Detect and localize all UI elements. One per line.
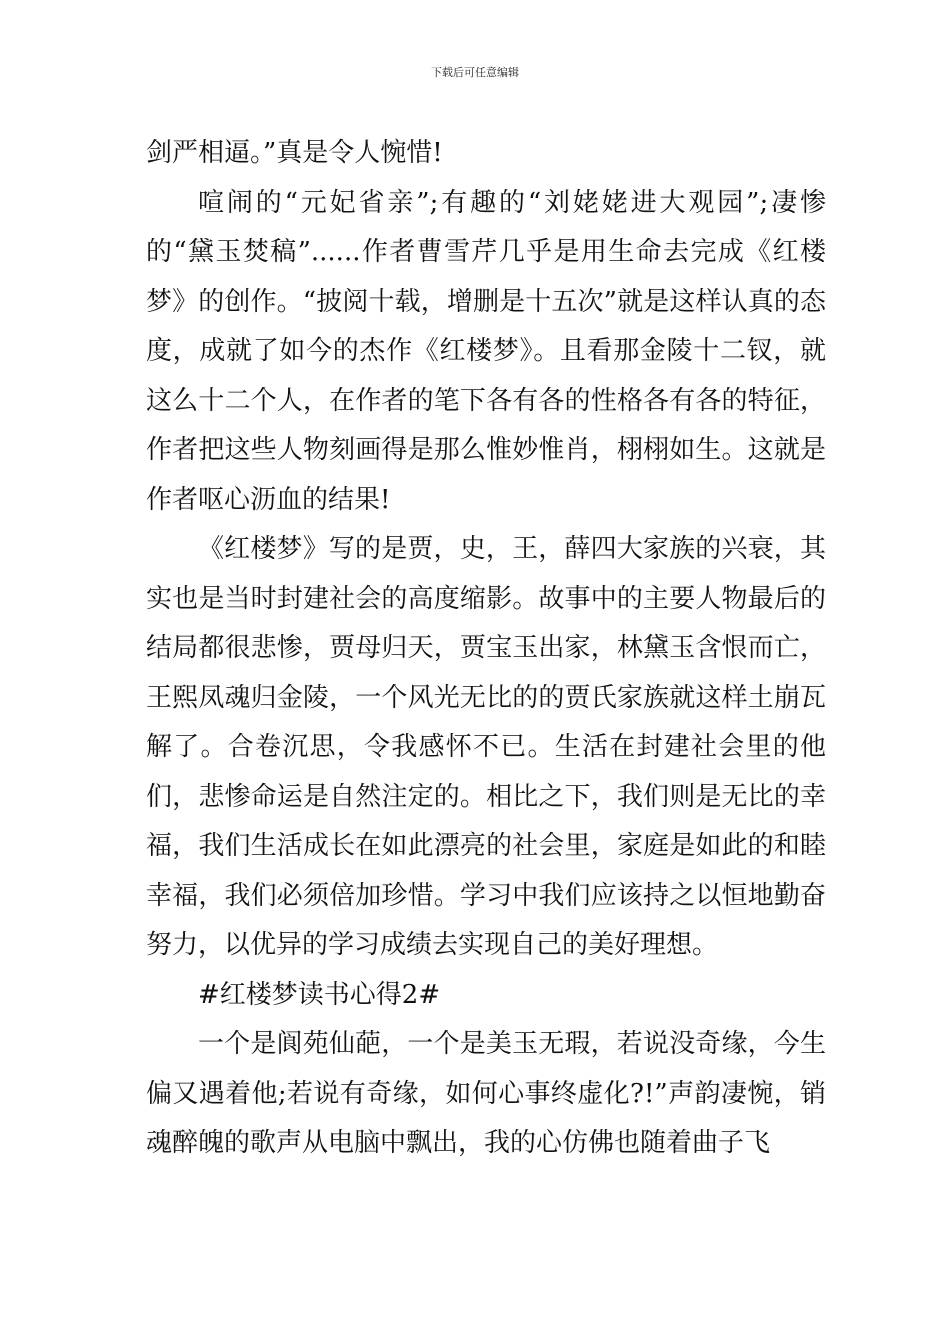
- paragraph-four-families: 《红楼梦》写的是贾，史，王，薛四大家族的兴衰，其实也是当时封建社会的高度缩影。故事中的主要人物最后的结局都很悲惨，贾母归天，贾宝玉出家，林黛玉含恨而亡，王熙凤魂归金陵，一个风光无比的的贾氏家族就这样土崩瓦解了。合卷沉思，令我感怀不已。生活在封建社会里的他们，悲惨命运是自然注定的。相比之下，我们则是无比的幸福，我们生活成长在如此漂亮的社会里，家庭是如此的和睦幸福，我们必须倍加珍惜。学习中我们应该持之以恒地勤奋努力，以优异的学习成绩去实现自己的美好理想。: [146, 534, 826, 960]
- document-body: [146, 129, 826, 1169]
- paragraph-continuation: 剑严相逼。”真是令人惋惜!: [146, 138, 443, 168]
- section-heading: #红楼梦读书心得2#: [198, 979, 441, 1010]
- paragraph-writing-effort: 喧闹的“元妃省亲”;有趣的“刘姥姥进大观园”;凄惨的“黛玉焚稿”......作者曹雪芹几乎是用生命去完成《红楼梦》的创作。“披阅十载，增删是十五次”就是这样认真的态度，成就了如今的杰作《红楼梦》。且看那金陵十二钗，就这么十二个人，在作者的笔下各有各的性格各有各的特征，作者把这些人物刻画得是那么惟妙惟肖，栩栩如生。这就是作者呕心沥血的结果!: [146, 187, 826, 515]
- paragraph-song: 一个是阆苑仙葩，一个是美玉无瑕，若说没奇缘，今生偏又遇着他;若说有奇缘，如何心事终虚化?!”声韵凄惋，销魂醉魄的歌声从电脑中飘出，我的心仿佛也随着曲子飞: [146, 1029, 826, 1158]
- page-header: 下载后可任意编辑: [431, 66, 519, 79]
